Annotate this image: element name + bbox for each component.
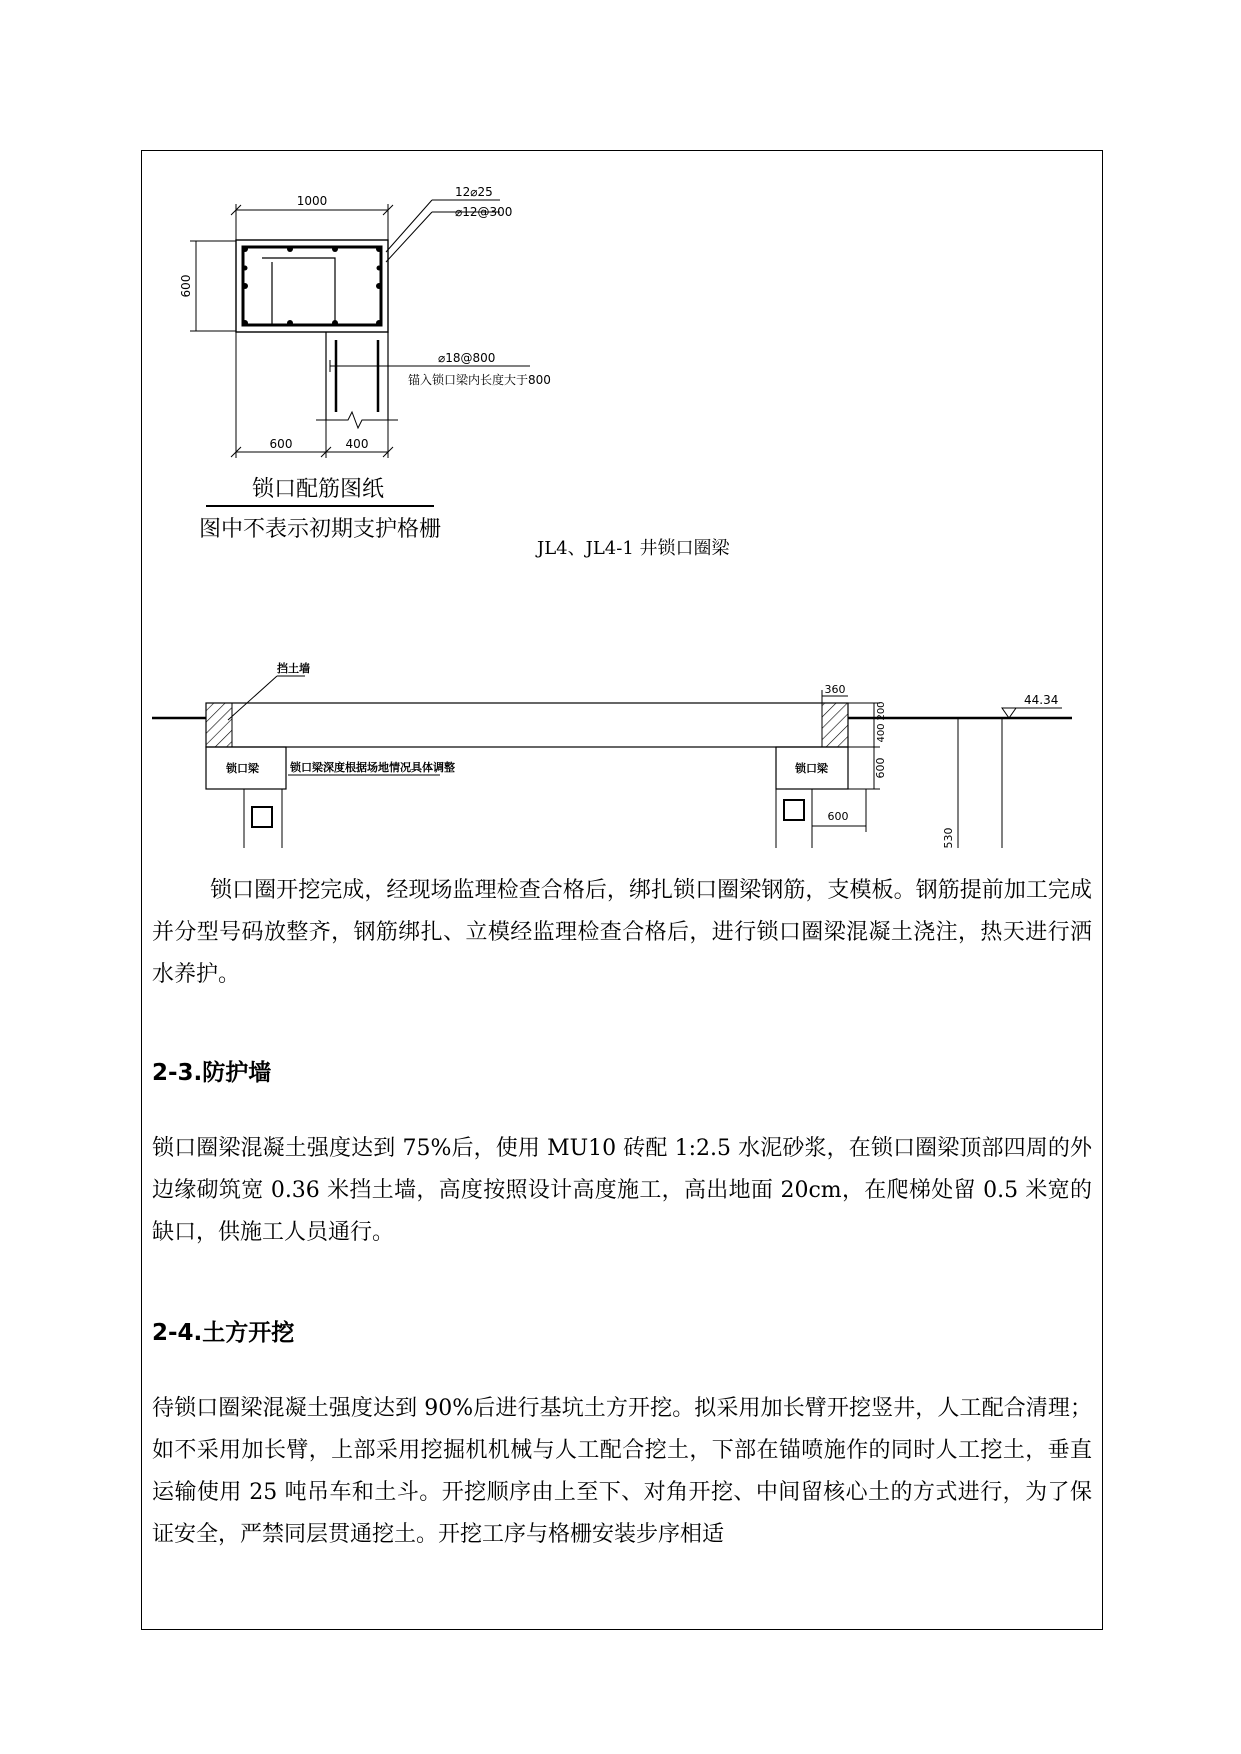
drawing-title-line1: 锁口配筋图纸: [251, 477, 385, 502]
dim-600-vertical: 600: [874, 757, 887, 779]
dim-wall-width: 360: [824, 683, 846, 696]
dim-600-horizontal: 600: [827, 810, 849, 823]
dim-left-label: 600: [179, 274, 193, 298]
section-drawing: [0, 0, 1241, 870]
callout-anchor: ⌀18@800: [438, 351, 496, 365]
callout-anchor-note: 锚入锁口梁内长度大于800: [408, 373, 551, 387]
label-beam-left: 锁口梁: [226, 762, 259, 775]
note-beam-depth: 锁口梁深度根据场地情况具体调整: [290, 761, 455, 774]
paragraph-1: 锁口圈开挖完成，经现场监理检查合格后，绑扎锁口圈梁钢筋，支模板。钢筋提前加工完成并分型号码放整齐，钢筋绑扎、立模经监理检查合格后，进行锁口圈梁混凝土浇注，热天进行洒水养护。: [152, 878, 1092, 987]
callout-rebar-stirrup: ⌀12@300: [455, 205, 513, 219]
retaining-wall-right: [822, 703, 848, 747]
dim-top-label: 1000: [296, 194, 328, 208]
dim-bottom-right-label: 400: [345, 437, 369, 451]
figure-caption: JL4、JL4-1 井锁口圈梁: [537, 538, 730, 559]
dim-400: 400: [876, 723, 887, 743]
callout-rebar-main: 12⌀25: [455, 185, 493, 199]
dim-200: 200: [876, 701, 887, 721]
dim-bottom-left-label: 600: [269, 437, 293, 451]
paragraph-2: 锁口圈梁混凝土强度达到 75%后，使用 MU10 砖配 1:2.5 水泥砂浆，在锁口圈梁顶部四周的外边缘砌筑宽 0.36 米挡土墙，高度按照设计高度施工，高出地面 20cm，在爬梯处留 0.5 米宽的缺口，供施工人员通行。: [152, 1136, 1092, 1245]
drawing-title-line2: 图中不表示初期支护格栅: [198, 517, 442, 542]
elevation-label: 44.34: [1024, 693, 1059, 707]
label-beam-right: 锁口梁: [795, 762, 828, 775]
label-retaining-wall: 挡土墙: [277, 662, 310, 675]
heading-2-4: 2-4.土方开挖: [152, 1320, 295, 1346]
dim-530: 530: [942, 827, 955, 849]
retaining-wall-left: [206, 703, 232, 747]
paragraph-3: 待锁口圈梁混凝土强度达到 90%后进行基坑土方开挖。拟采用加长臂开挖竖井，人工配合清理；如不采用加长臂，上部采用挖掘机机械与人工配合挖土，下部在锚喷施作的同时人工挖土，垂直运输使用 25 吨吊车和土斗。开挖顺序由上至下、对角开挖、中间留核心土的方式进行，为了保证安全，严禁同层贯通挖土。开挖工序与格栅安装步序相适: [152, 1396, 1092, 1547]
heading-2-3: 2-3.防护墙: [152, 1060, 272, 1086]
